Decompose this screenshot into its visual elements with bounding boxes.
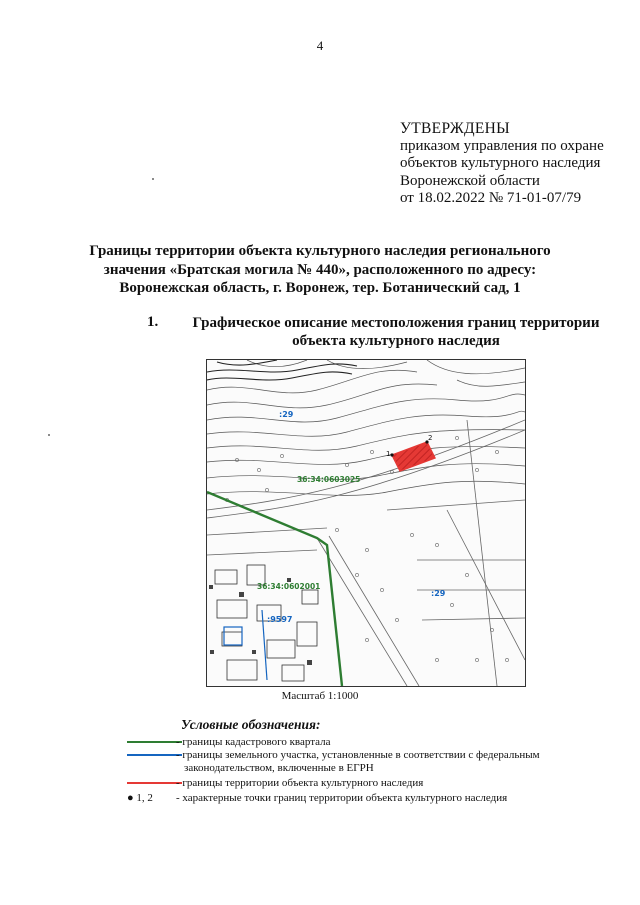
legend-text: - границы территории объекта культурного наследия	[176, 777, 424, 789]
legend-text: - границы кадастрового квартала	[176, 736, 331, 748]
scan-speck	[48, 434, 50, 436]
cadastral-map	[206, 359, 526, 687]
section-title-line: Графическое описание местоположения границ территории	[192, 315, 600, 331]
parcel-label: :29	[431, 589, 446, 598]
approval-line: Воронежской области	[400, 172, 540, 189]
quarter-label: 36:34:0602001	[257, 582, 321, 591]
characteristic-point	[390, 453, 393, 456]
legend-text: - границы земельного участка, установленные в соответствии с федеральным	[176, 749, 540, 761]
approval-block	[400, 120, 604, 208]
section-title-line: объекта культурного наследия	[292, 333, 500, 349]
parcel-label: :29	[279, 410, 294, 419]
page-number: 4	[316, 38, 324, 53]
section-number: 1.	[147, 314, 159, 330]
title-line: Воронежская область, г. Воронеж, тер. Ботанический сад, 1	[119, 280, 521, 296]
legend-line-blue	[127, 754, 182, 756]
legend-text: - характерные точки границ территории объекта культурного наследия	[176, 792, 508, 804]
parcel-label: :9597	[267, 615, 293, 624]
document-title	[0, 242, 640, 298]
legend-line-green	[127, 741, 182, 743]
title-line: значения «Братская могила № 440», расположенного по адресу:	[103, 261, 537, 278]
scan-speck	[152, 178, 154, 180]
point-label: 2	[428, 434, 433, 442]
quarter-label: 36:34:0603025	[297, 475, 361, 484]
legend-text-continued: законодательством, включенные в ЕГРН	[184, 762, 374, 774]
map-scale: Масштаб 1:1000	[281, 690, 359, 702]
section-title	[176, 314, 616, 350]
legend-point-marker: ● 1, 2	[127, 792, 153, 804]
approval-line: от 18.02.2022 № 71-01-07/79	[400, 190, 582, 206]
legend-title: Условные обозначения:	[181, 717, 321, 732]
approval-line: приказом управления по охране	[400, 137, 604, 154]
approval-title: УТВЕРЖДЕНЫ	[400, 120, 510, 137]
approval-line: объектов культурного наследия	[400, 155, 601, 171]
title-line: Границы территории объекта культурного наследия регионального	[89, 243, 551, 259]
legend-line-red	[127, 782, 182, 784]
point-label: 1	[386, 450, 391, 458]
